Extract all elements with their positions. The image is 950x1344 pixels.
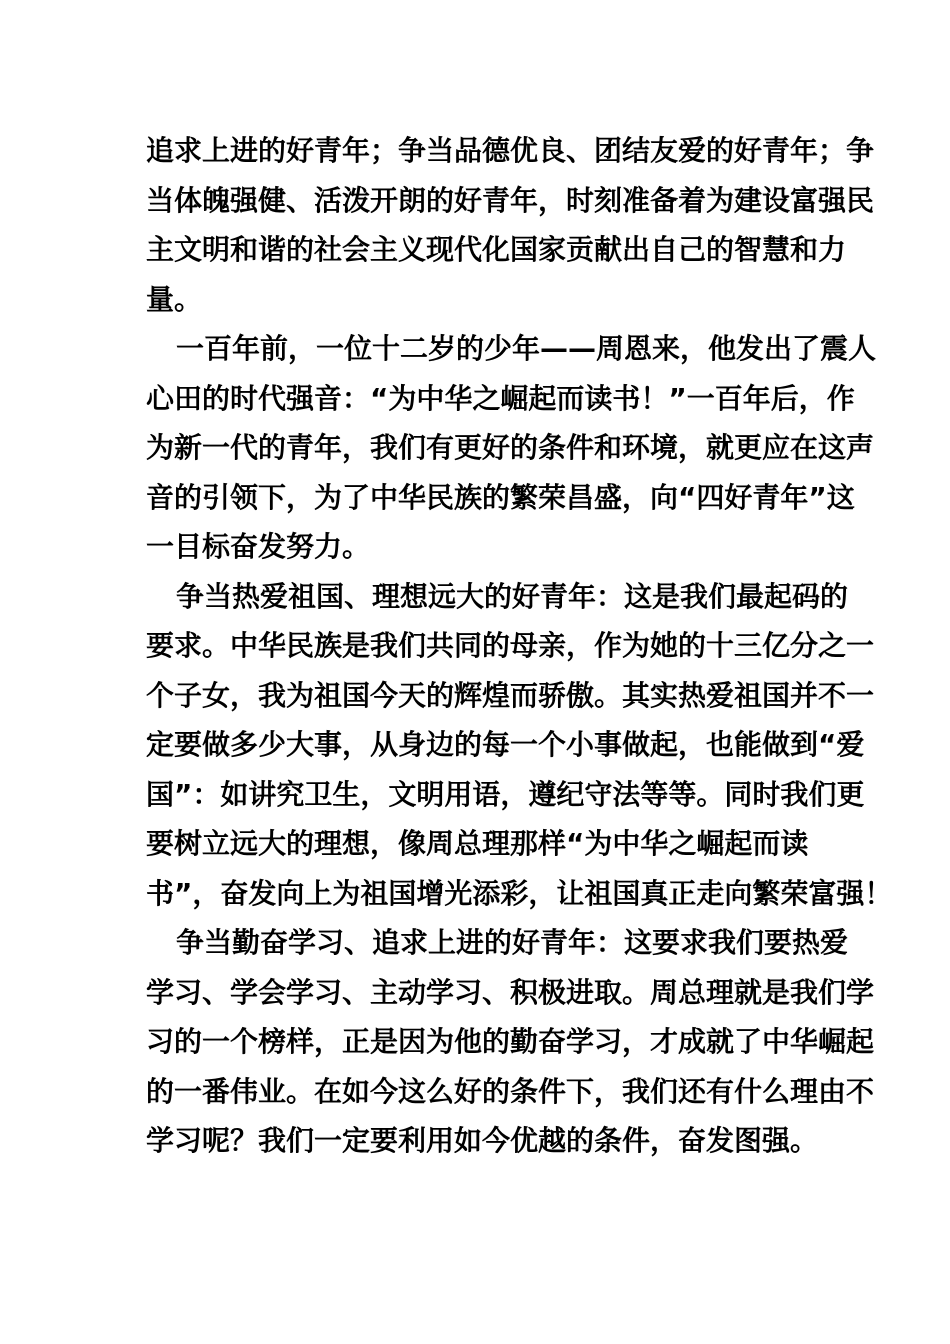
text-line: 习的一个榜样，正是因为他的勤奋学习，才成就了中华崛起 — [146, 1025, 875, 1058]
text-line: 争当勤奋学习、追求上进的好青年：这要求我们要热爱 — [176, 926, 849, 959]
text-line: 为新一代的青年，我们有更好的条件和环境，就更应在这声 — [146, 431, 875, 464]
paragraph-3 — [146, 572, 893, 919]
text-line: 一百年前，一位十二岁的少年——周恩来，他发出了震人 — [176, 332, 877, 365]
text-line: 要树立远大的理想，像周总理那样“为中华之崛起而读 — [146, 827, 809, 860]
text-line: 国”：如讲究卫生，文明用语，遵纪守法等等。同时我们更 — [146, 777, 865, 811]
text-line: 定要做多少大事，从身边的每一个小事做起，也能做到“爱 — [146, 728, 865, 761]
text-line: 争当热爱祖国、理想远大的好青年：这是我们最起码的 — [176, 579, 849, 613]
text-line: 学习呢？我们一定要利用如今优越的条件，奋发图强。 — [146, 1124, 819, 1157]
text-line: 当体魄强健、活泼开朗的好青年，时刻准备着为建设富强民 — [146, 183, 875, 217]
text-line: 的一番伟业。在如今这么好的条件下，我们还有什么理由不 — [146, 1074, 875, 1108]
text-line: 量。 — [146, 282, 203, 316]
paragraph-2 — [146, 324, 877, 572]
paragraph-4 — [146, 918, 875, 1166]
paragraph-1 — [146, 126, 875, 324]
text-line: 一目标奋发努力。 — [146, 530, 371, 563]
text-line: 心田的时代强音：“为中华之崛起而读书！”一百年后，作 — [146, 381, 855, 415]
text-line: 音的引领下，为了中华民族的繁荣昌盛，向“四好青年”这 — [146, 480, 855, 514]
text-line: 个子女，我为祖国今天的辉煌而骄傲。其实热爱祖国并不一 — [146, 678, 875, 712]
text-line: 书”，奋发向上为祖国增光添彩，让祖国真正走向繁荣富强！ — [146, 876, 893, 910]
text-line: 主文明和谐的社会主义现代化国家贡献出自己的智慧和力 — [146, 233, 847, 266]
text-line: 要求。中华民族是我们共同的母亲，作为她的十三亿分之一 — [146, 629, 875, 662]
text-line: 追求上进的好青年；争当品德优良、团结友爱的好青年；争 — [146, 134, 875, 167]
document-body — [146, 126, 893, 1166]
text-line: 学习、学会学习、主动学习、积极进取。周总理就是我们学 — [146, 975, 875, 1009]
